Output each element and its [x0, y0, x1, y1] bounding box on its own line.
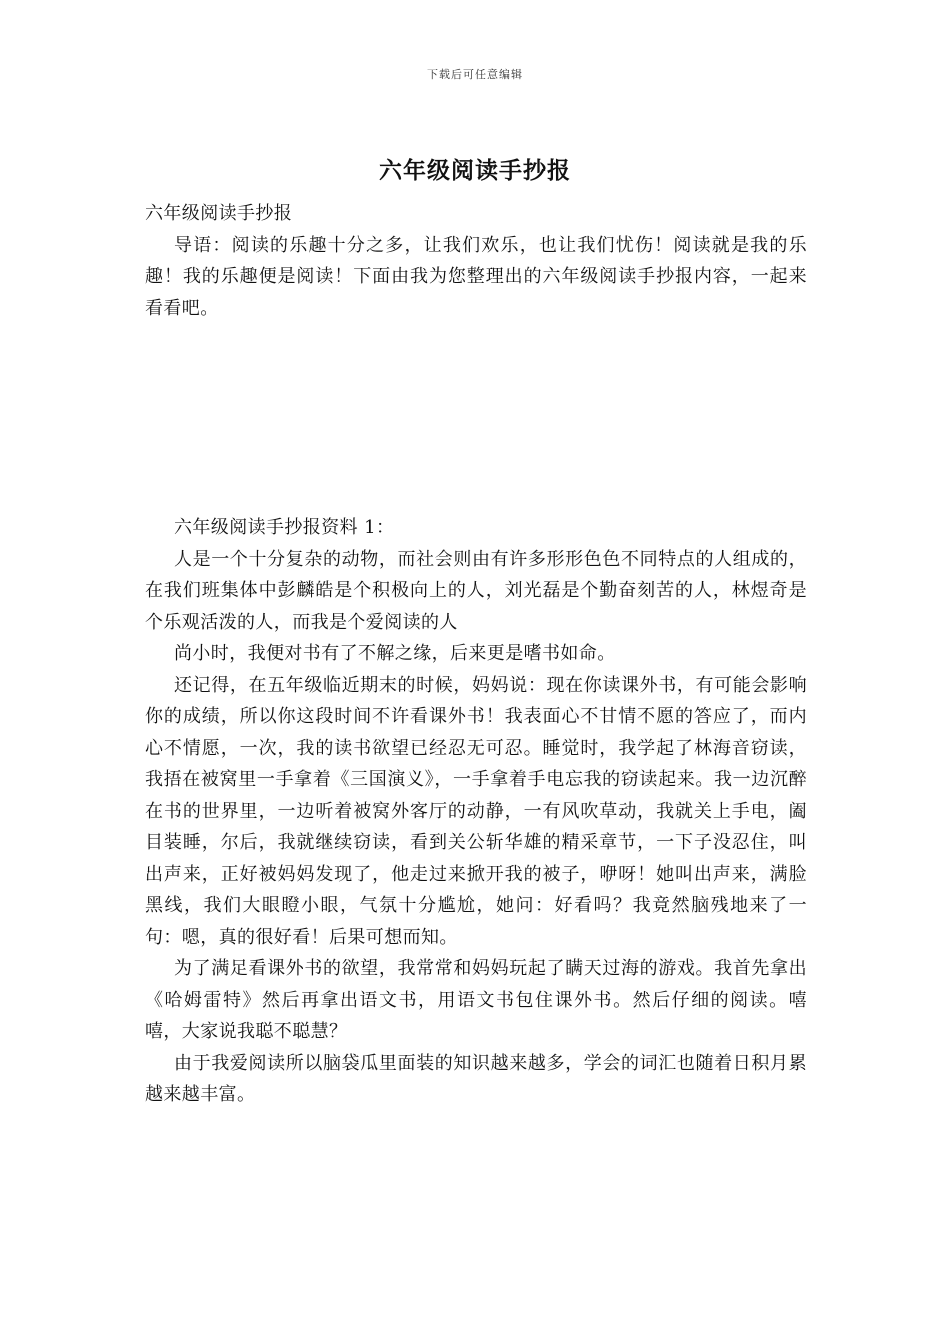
intro-subtitle: 六年级阅读手抄报: [145, 203, 293, 224]
intro-section: [145, 198, 807, 324]
page-header-note: 下载后可任意编辑: [427, 68, 523, 81]
body-paragraph: 人是一个十分复杂的动物，而社会则由有许多形形色色不同特点的人组成的，在我们班集体中彭麟皓是个积极向上的人，刘光磊是个勤奋刻苦的人，林煜奇是个乐观活泼的人，而我是个爱阅读的人: [145, 548, 807, 633]
body-paragraph: 尚小时，我便对书有了不解之缘，后来更是嗜书如命。: [174, 643, 616, 664]
body-paragraph: 由于我爱阅读所以脑袋瓜里面装的知识越来越多，学会的词汇也随着日积月累越来越丰富。: [145, 1052, 807, 1105]
material-section: [145, 512, 807, 1111]
material-heading: 六年级阅读手抄报资料 1：: [174, 517, 395, 538]
intro-lead-paragraph: 导语：阅读的乐趣十分之多，让我们欢乐，也让我们忧伤！阅读就是我的乐趣！我的乐趣便是阅读！下面由我为您整理出的六年级阅读手抄报内容，一起来看看吧。: [145, 234, 807, 319]
body-paragraph: 为了满足看课外书的欲望，我常常和妈妈玩起了瞒天过海的游戏。我首先拿出《哈姆雷特》然后再拿出语文书，用语文书包住课外书。然后仔细的阅读。嘻嘻，大家说我聪不聪慧？: [145, 958, 807, 1042]
body-paragraph: 还记得，在五年级临近期末的时候，妈妈说：现在你读课外书，有可能会影响你的成绩，所以你这段时间不许看课外书！我表面心不甘情不愿的答应了，而内心不情愿，一次，我的读书欲望已经忍无可忍。睡觉时，我学起了林海音窃读，我捂在被窝里一手拿着《三国演义》，一手拿着手电忘我的窃读起来。我一边沉醉在书的世界里，一边听着被窝外客厅的动静，一有风吹草动，我就关上手电，阖目装睡，尔后，我就继续窃读，看到关公斩华雄的精采章节，一下子没忍住，叫出声来，正好被妈妈发现了，他走过来掀开我的被子，咿呀！她叫出声来，满脸黑线，我们大眼瞪小眼，气氛十分尴尬，她问：好看吗？我竟然脑残地来了一句：嗯，真的很好看！后果可想而知。: [145, 674, 807, 948]
document-title: 六年级阅读手抄报: [379, 157, 571, 184]
